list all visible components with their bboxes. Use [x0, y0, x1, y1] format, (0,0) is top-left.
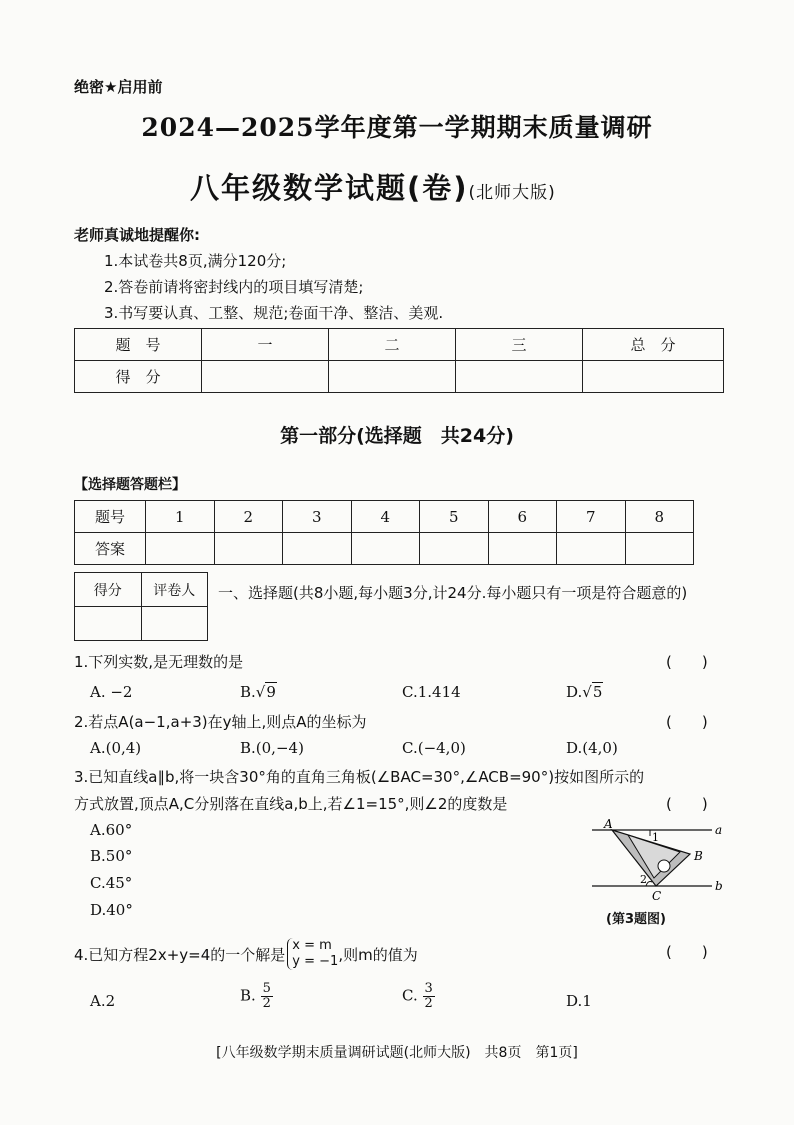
answer-input-cell[interactable]: [420, 533, 489, 565]
answer-bar-title: 【选择题答题栏】: [74, 477, 186, 493]
q1-option-a: A. −2: [90, 683, 133, 701]
q4-option-c: [402, 982, 435, 1011]
grader-reviewer-cell[interactable]: [141, 607, 208, 641]
answer-input-cell[interactable]: [488, 533, 557, 565]
q2-option-c: C.(−4,0): [402, 739, 466, 757]
q4-answer-paren[interactable]: ( ): [666, 943, 708, 961]
question-number-cell: 4: [351, 501, 420, 533]
q4-stem: [74, 938, 418, 970]
q4-option-b: [240, 982, 273, 1011]
reminder-item: 2.答卷前请将密封线内的项目填写清楚;: [104, 278, 364, 296]
q2-option-b: B.(0,−4): [240, 739, 304, 757]
q4-stem-post: ,则m的值为: [338, 945, 418, 964]
q4-system-line2: y = −1: [292, 954, 339, 969]
q3-option-c: C.45°: [90, 874, 133, 892]
answer-row-label: 答案: [75, 533, 146, 565]
confidential-note: 绝密★启用前: [74, 78, 163, 96]
score-row-label: 得 分: [75, 361, 202, 393]
q1-option-b-prefix: B.: [240, 683, 256, 701]
q2-stem: 2.若点A(a−1,a+3)在y轴上,则点A的坐标为: [74, 713, 367, 731]
q4-option-b-fraction: [261, 982, 273, 1011]
q4-option-a: A.2: [90, 992, 116, 1010]
score-header-cell: 二: [329, 329, 456, 361]
q1-option-c: C.1.414: [402, 683, 461, 701]
question-number-cell: 2: [214, 501, 283, 533]
q3-option-a: A.60°: [90, 821, 133, 839]
q1-option-d-radicand: 5: [592, 683, 603, 701]
score-input-cell[interactable]: [329, 361, 456, 393]
q4-stem-pre: 4.已知方程2x+y=4的一个解是: [74, 945, 286, 964]
answer-input-cell[interactable]: [351, 533, 420, 565]
q1-answer-paren[interactable]: ( ): [666, 653, 708, 671]
question-number-cell: 5: [420, 501, 489, 533]
fraction-numerator: 5: [262, 981, 271, 996]
q1-option-d-prefix: D.: [566, 683, 583, 701]
q3-option-b: B.50°: [90, 847, 133, 865]
score-header-cell: 三: [456, 329, 583, 361]
q4-option-d: D.1: [566, 992, 592, 1010]
grader-score-label: 得分: [75, 573, 142, 607]
question-number-cell: 3: [283, 501, 352, 533]
label-B: B: [694, 849, 703, 863]
fraction-denominator: 2: [424, 996, 433, 1011]
q3-stem-line1: 3.已知直线a∥b,将一块含30°角的直角三角板(∠BAC=30°,∠ACB=90°)按如图所示的: [74, 768, 645, 786]
fraction-denominator: 2: [262, 996, 271, 1011]
label-A: A: [604, 817, 613, 831]
q4-equation-system: [287, 938, 338, 970]
q4-option-c-fraction: [423, 982, 435, 1011]
q1-option-b: B.√9: [240, 683, 276, 701]
grader-reviewer-label: 评卷人: [141, 573, 208, 607]
score-header-cell: 题 号: [75, 329, 202, 361]
answer-input-cell[interactable]: [214, 533, 283, 565]
paper-title-main: 八年级数学试题(卷): [190, 171, 469, 205]
exam-title: 2024—2025学年度第一学期期末质量调研: [141, 113, 653, 142]
reminder-heading: 老师真诚地提醒你:: [74, 226, 200, 244]
score-input-cell[interactable]: [202, 361, 329, 393]
answer-input-cell[interactable]: [625, 533, 694, 565]
q3-figure-caption: (第3题图): [606, 912, 666, 927]
ruler-hole: [658, 860, 670, 872]
q3-stem-line2: 方式放置,顶点A,C分别落在直线a,b上,若∠1=15°,则∠2的度数是: [74, 795, 508, 813]
question-number-cell: 7: [557, 501, 626, 533]
label-angle1: 1: [652, 831, 659, 844]
q4-system-line1: x = m: [292, 938, 332, 953]
page-footer: [八年级数学期末质量调研试题(北师大版) 共8页 第1页]: [216, 1045, 578, 1061]
q4-option-c-prefix: C.: [402, 986, 418, 1005]
q3-answer-paren[interactable]: ( ): [666, 795, 708, 813]
score-input-cell[interactable]: [456, 361, 583, 393]
grader-score-cell[interactable]: [75, 607, 142, 641]
label-line-a: a: [715, 823, 723, 837]
q3-option-d: D.40°: [90, 901, 133, 919]
score-table: [74, 328, 724, 393]
reminder-item: 3.书写要认真、工整、规范;卷面干净、整洁、美观.: [104, 304, 444, 322]
score-header-cell: 总 分: [583, 329, 724, 361]
q2-answer-paren[interactable]: ( ): [666, 713, 708, 731]
question-number-cell: 1: [146, 501, 215, 533]
q1-stem: 1.下列实数,是无理数的是: [74, 653, 244, 671]
fraction-numerator: 3: [424, 981, 433, 996]
answer-input-cell[interactable]: [146, 533, 215, 565]
label-C: C: [652, 889, 662, 903]
score-input-cell[interactable]: [583, 361, 724, 393]
answer-row-label: 题号: [75, 501, 146, 533]
answer-input-cell[interactable]: [557, 533, 626, 565]
q1-option-b-radicand: 9: [266, 683, 276, 701]
q2-option-d: D.(4,0): [566, 739, 618, 757]
answer-input-cell[interactable]: [283, 533, 352, 565]
reminder-list: [104, 248, 443, 326]
label-line-b: b: [715, 879, 723, 893]
reminder-item: 1.本试卷共8页,满分120分;: [104, 252, 287, 270]
question-number-cell: 8: [625, 501, 694, 533]
part1-title: 第一部分(选择题 共24分): [280, 425, 514, 447]
paper-title: [190, 166, 556, 207]
label-angle2: 2: [640, 873, 647, 886]
q4-option-b-prefix: B.: [240, 986, 256, 1005]
q1-option-d: D.√5: [566, 683, 603, 701]
section1-heading: 一、选择题(共8小题,每小题3分,计24分.每小题只有一项是符合题意的): [218, 584, 688, 602]
grader-table: [74, 572, 208, 641]
q2-option-a: A.(0,4): [90, 739, 142, 757]
question-number-cell: 6: [488, 501, 557, 533]
score-header-cell: 一: [202, 329, 329, 361]
edition-label: (北师大版): [468, 183, 556, 203]
answer-table: [74, 500, 694, 565]
q3-figure: [590, 816, 730, 904]
